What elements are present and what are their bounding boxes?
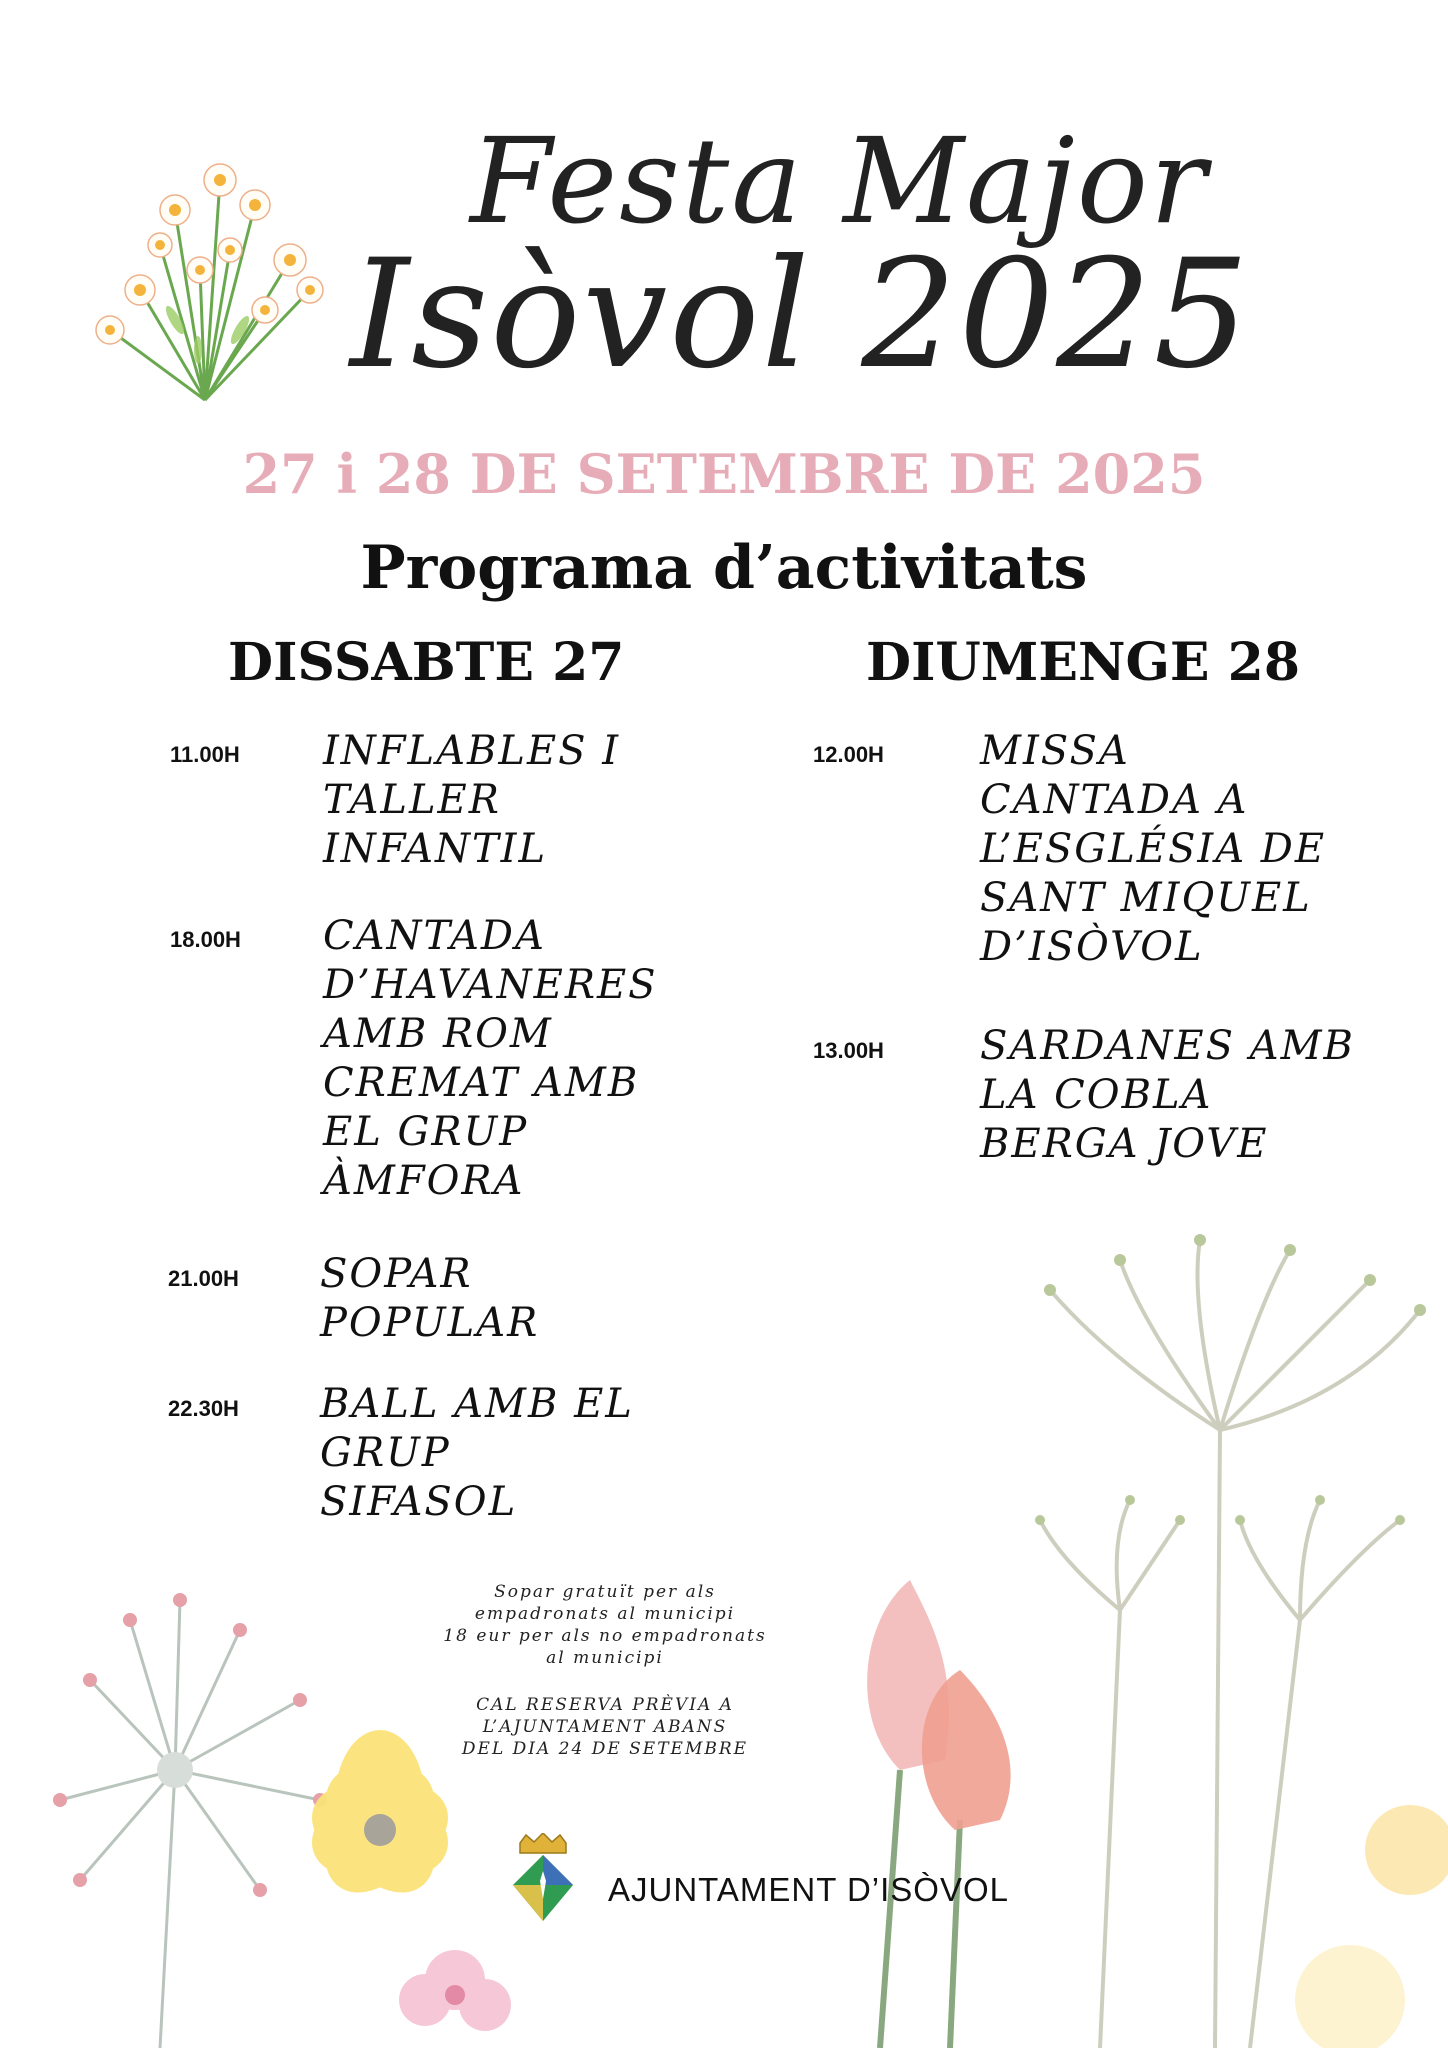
program-heading: Programa d’activitats [360,533,1088,603]
event-time: 21.00H [168,1266,239,1291]
day-saturday-title: DISSABTE 27 [228,632,625,693]
event-activity: CANTADA D’HAVANERES AMB ROM CREMAT AMB EL GRUP ÀMFORA [323,913,658,1204]
event-activity: MISSA CANTADA A L’ESGLÉSIA DE SANT MIQUEL D’ISÒVOL [980,728,1327,970]
event-activity: SARDANES AMB LA COBLA BERGA JOVE [980,1023,1355,1167]
event-time: 11.00H [170,742,240,767]
title-isovol-2025: Isòvol 2025 [350,228,1251,402]
event-activity: SOPAR POPULAR [320,1251,540,1346]
event-time: 18.00H [170,927,241,952]
event-time: 12.00H [813,742,884,767]
event-activity: INFLABLES I TALLER INFANTIL [323,728,621,872]
coat-of-arms-icon [510,1833,576,1923]
event-time: 13.00H [813,1038,884,1063]
title-festa-major: Festa Major [470,112,1209,250]
event-time: 22.30H [168,1396,239,1421]
reservation-note: CAL RESERVA PRÈVIA A L’AJUNTAMENT ABANS DEL DIA 24 DE SETEMBRE [461,1695,749,1759]
chamomile-bouquet-illustration [80,150,330,410]
dinner-note: Sopar gratuït per als empadronats al municipi 18 eur per als no empadronats al municipi [443,1582,767,1668]
day-sunday-title: DIUMENGE 28 [866,632,1301,693]
event-activity: BALL AMB EL GRUP SIFASOL [320,1381,634,1525]
footer-town-hall-name: AJUNTAMENT D’ISÒVOL [608,1871,1009,1908]
event-dates: 27 i 28 DE SETEMBRE DE 2025 [242,442,1206,506]
